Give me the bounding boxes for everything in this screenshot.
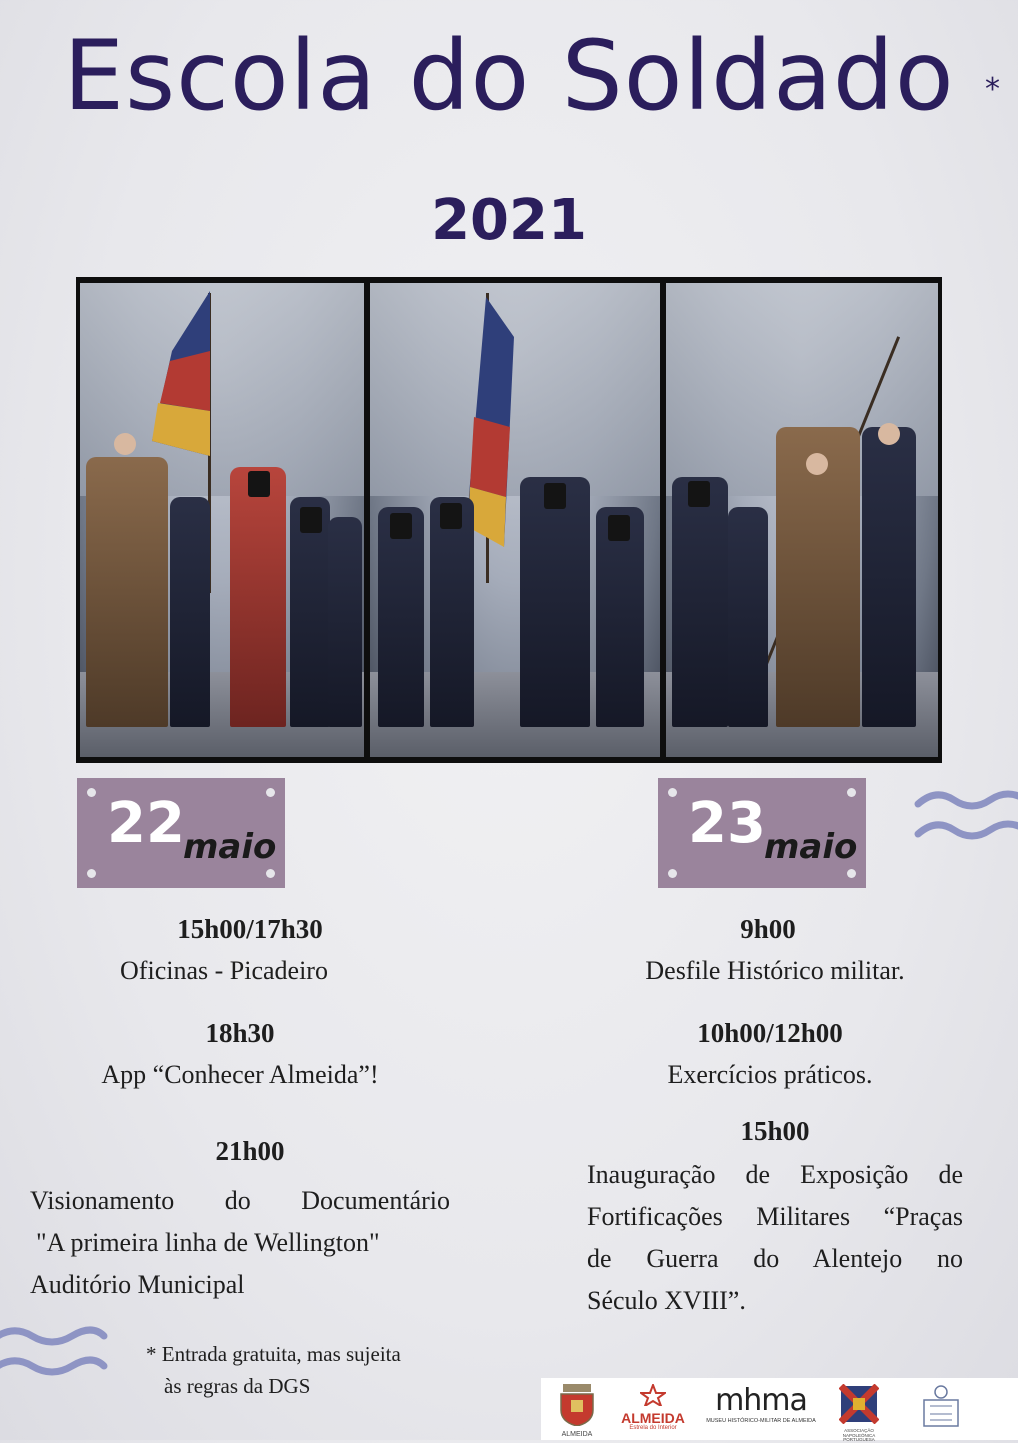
almeida-brand-logo: ALMEIDA Estrela do Interior xyxy=(613,1384,693,1434)
event-description-block xyxy=(30,1180,450,1306)
event-time: 15h00 xyxy=(740,1116,810,1146)
event-description-line: Fortificações Militares “Praças xyxy=(587,1202,963,1231)
date-plaque-22-maio xyxy=(77,778,285,888)
decorative-waves-icon xyxy=(914,786,1018,854)
event-description: Exercícios práticos. xyxy=(667,1060,873,1089)
parish-crest-logo xyxy=(911,1384,971,1434)
photo-panel-right xyxy=(666,283,938,757)
date-day: 23 xyxy=(688,791,766,856)
note-line-1: Entrada gratuita, mas sujeita xyxy=(161,1342,401,1366)
napoleonic-association-logo: ASSOCIAÇÃO NAPOLEÓNICA PORTUGUESA xyxy=(835,1384,883,1434)
date-day: 22 xyxy=(107,791,185,856)
event-description-line: Auditório Municipal xyxy=(30,1270,245,1299)
decorative-waves-icon xyxy=(0,1322,108,1390)
event-description: Desfile Histórico militar. xyxy=(645,956,905,985)
event-description-line: de Guerra do Alentejo no xyxy=(587,1244,963,1273)
flag-icon xyxy=(152,291,212,461)
note-line-2: às regras da DGS xyxy=(164,1374,311,1398)
event-description-line: Inauguração de Exposição de xyxy=(587,1160,963,1189)
event-time: 18h30 xyxy=(205,1018,275,1048)
event-description-line: Século XVIII”. xyxy=(587,1286,746,1315)
mhma-logo: mhma MUSEU HISTÓRICO-MILITAR DE ALMEIDA xyxy=(706,1383,816,1424)
photo-panel-center xyxy=(370,283,660,757)
cross-shield-icon xyxy=(839,1384,879,1424)
note-asterisk: * xyxy=(146,1342,157,1366)
event-description-line: Visionamento do Documentário xyxy=(30,1186,450,1215)
sponsor-logo-bar xyxy=(541,1378,1018,1440)
crest-icon xyxy=(916,1384,966,1428)
photo-panel-left xyxy=(80,283,364,757)
date-month: maio xyxy=(764,827,858,867)
crest-shield-icon xyxy=(553,1384,601,1426)
date-plaque-23-maio xyxy=(658,778,866,888)
event-description-line: "A primeira linha de Wellington" xyxy=(36,1228,380,1257)
poster-year: 2021 xyxy=(431,188,587,253)
event-time: 15h00/17h30 xyxy=(177,914,323,944)
almeida-crest-logo: ALMEIDA xyxy=(553,1384,601,1434)
title-asterisk: * xyxy=(985,72,1000,107)
entry-note xyxy=(146,1338,476,1402)
poster-title: Escola do Soldado xyxy=(63,20,955,132)
star-icon xyxy=(640,1384,666,1406)
soldiers-parade-photo xyxy=(76,277,942,763)
date-month: maio xyxy=(183,827,277,867)
event-description: App “Conhecer Almeida”! xyxy=(101,1060,379,1089)
event-time: 21h00 xyxy=(215,1136,285,1166)
event-time: 9h00 xyxy=(740,914,796,944)
event-description-block xyxy=(587,1154,963,1322)
event-time: 10h00/12h00 xyxy=(697,1018,843,1048)
event-description: Oficinas - Picadeiro xyxy=(120,956,328,985)
